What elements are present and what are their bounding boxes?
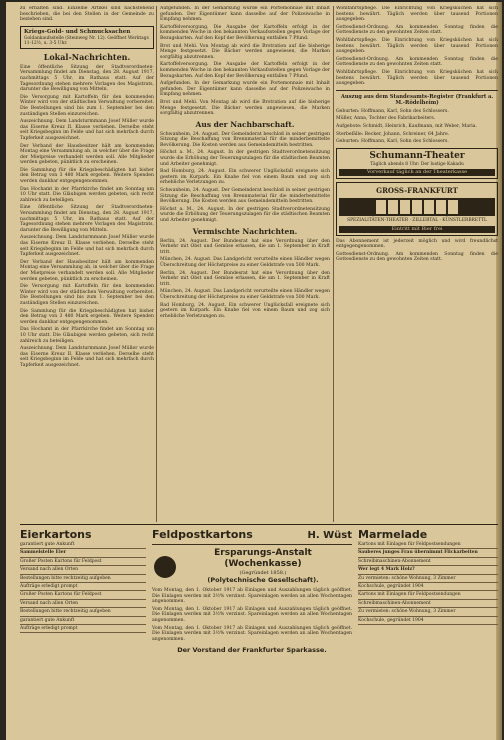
- paragraph: Aufgefunden. In der Gemarkung wurde ein Portemonnaie mit Inhalt gefunden. Der Eigentümer kann dasselbe auf der Polizeiwache in Empfang nehmen.: [160, 6, 330, 23]
- gold-ad: [20, 26, 154, 49]
- paragraph: Gottesdienst-Ordnung. Am kommenden Sonntag finden die Gottesdienste zu den gewohnten Zeiten statt.: [336, 24, 498, 36]
- ad-line: Kochschule, gegründet 1904: [358, 617, 498, 625]
- section-rule: [20, 524, 498, 525]
- ad-line: garantiert gute Ankunft: [20, 541, 146, 549]
- gross-frankfurt-ad: [336, 182, 498, 235]
- bank-founded: (Gegründet 1858.): [239, 570, 287, 576]
- note-text: Das Abonnement ist jederzeit möglich und wird freundlichst entgegengenommen.: [336, 238, 498, 250]
- paragraph: Die Versorgung mit Kartoffeln für den kommenden Winter wird von der städtischen Verwaltung vorbereitet. Die Bestellungen sind bis zum 1. September bei den zuständigen Stellen einzureichen.: [20, 94, 154, 117]
- bank-footer: Der Vorstand der Frankfurter Sparkasse.: [177, 646, 327, 655]
- paragraph: Höchst a. M., 24. August. In der gestrigen Stadtverordnetensitzung wurde die Erhöhung der Teuerungszulagen für die städtischen Beamten und Arbeiter genehmigt.: [160, 150, 330, 167]
- ad-line: Großer Posten Kartons für Feldpost: [20, 591, 146, 599]
- paragraph: Schwanheim, 24. August. Der Gemeinderat beschloß in seiner gestrigen Sitzung die Beschaffung von Brennmaterial für die minderbemittelte Bevölkerung. Die Kosten werden aus Gemeindemitteln bestritten.: [160, 131, 330, 148]
- paragraph: Die Versorgung mit Kartoffeln für den kommenden Winter wird von der städtischen Verwaltung vorbereitet. Die Bestellungen sind bis zum 1. September bei den zuständigen Stellen einzureichen.: [20, 284, 154, 306]
- paragraph: Brot und Mehl. Von Montag ab wird die Brotration auf die bisherige Menge festgesetzt. Die Bäcker werden angewiesen, die Marken sorgfältig abzutrennen.: [160, 43, 330, 60]
- marmelade-title: Marmelade: [358, 528, 428, 541]
- theater-title: Schumann-Theater: [369, 150, 465, 161]
- bank-title: Ersparungs-Anstalt (Wochenkasse): [214, 548, 312, 569]
- theater-bar: Vorverkauf täglich an der Theaterkasse: [339, 169, 495, 176]
- ad-line: Versand nach allen Orten: [20, 600, 146, 608]
- paragraph: Gottesdienst-Ordnung. Am kommenden Sonntag finden die Gottesdienste zu den gewohnten Zeiten statt.: [336, 56, 498, 68]
- note-text: Gottesdienst-Ordnung. Am kommenden Sonntag finden die Gottesdienste zu den gewohnten Zeiten statt.: [336, 251, 498, 263]
- paragraph: Kartoffelversorgung. Die Ausgabe der Kartoffeln erfolgt in der kommenden Woche in den bekannten Verkaufsstellen gegen Vorlage der Bezugskarten. Auf den Kopf der Bevölkerung entfallen 7 Pfund.: [160, 24, 330, 41]
- theater-bar: Eintritt mit Bier frei: [339, 226, 495, 233]
- eierkartons-title: Eierkartons: [20, 528, 92, 541]
- ad-line: Bestellungen bitte rechtzeitig aufgeben: [20, 608, 146, 616]
- decorative-band: [339, 198, 495, 216]
- paragraph: Die Sammlung für die Kriegsbeschädigten hat bisher den Betrag von 3 480 Mark ergeben. Weitere Spenden werden dankbar entgegengenommen.: [20, 308, 154, 325]
- paragraph: Wohlfahrtspflege. Die Einrichtung von Kriegsküchen hat sich bestens bewährt. Täglich werden über tausend Portionen ausgegeben.: [336, 6, 498, 23]
- paragraph: Auszeichnung. Dem Landsturmmann Josef Müller wurde das Eiserne Kreuz II. Klasse verliehen. Derselbe steht seit Kriegsbeginn im Felde und hat sich mehrfach durch Tapferkeit ausgezeichnet.: [20, 346, 154, 368]
- register-line: Müller, Anna, Tochter des Fabrikarbeiters.: [336, 116, 436, 122]
- paragraph: Kartoffelversorgung. Die Ausgabe der Kartoffeln erfolgt in der kommenden Woche in den bekannten Verkaufsstellen gegen Vorlage der Bezugskarten. Auf den Kopf der Bevölkerung entfallen 7 Pfund.: [160, 62, 330, 79]
- theater-sub: Täglich abends 8 Uhr: Der lustige Kakadu: [370, 161, 464, 167]
- divider: [152, 544, 352, 545]
- seal-icon: [154, 556, 176, 578]
- paragraph: Bad Homburg, 24. August. Ein schwerer Unglücksfall ereignete sich gestern im Kurpark. Ein Knabe fiel von einem Baum und zog sich erhebliche Verletzungen zu.: [160, 169, 330, 186]
- bottom-right-ads: [358, 528, 498, 736]
- register-title: Auszug aus dem Standesamts-Register (Frankfurt a. M.-Rödelheim): [340, 93, 494, 106]
- section-title: Lokal-Nachrichten.: [43, 51, 131, 62]
- register-line: Sterbefälle: Becker, Johann, Schreiner, 64 Jahre.: [336, 131, 450, 137]
- paragraph: Die Sammlung für die Kriegsbeschädigten hat bisher den Betrag von 3 480 Mark ergeben. Weitere Spenden werden dankbar entgegengenommen.: [20, 167, 154, 185]
- bottom-middle-ads: [152, 528, 352, 736]
- paragraph: Das Hochamt in der Pfarrkirche findet am Sonntag um 10 Uhr statt. Die Gläubigen werden gebeten, sich recht zahlreich zu beteiligen.: [20, 186, 154, 203]
- column-1: [20, 6, 154, 526]
- intro-text: zu erhalten sind. Einzelne Artikel sind nachstehend beschrieben, die bei den Stellen in der Gemeinde zu beziehen sind.: [20, 6, 154, 23]
- ad-line: Kartons mit Einlagen für Feldpostsendungen: [358, 541, 498, 549]
- bank-body: Vom Montag, den 1. Oktober 1917 ab Einlagen und Auszahlungen täglich geöffnet. Die Einlagen werden mit 3½% verzinst. Spareinlagen werden an allen Wochentagen angenommen.: [152, 606, 352, 623]
- register-line: Aufgebote: Schmidt, Heinrich, Kaufmann, mit Weber, Maria.: [336, 123, 477, 129]
- ad-line: Sammelstelle Eier: [20, 549, 146, 557]
- paragraph: Der Verband der Hausbesitzer hält am kommenden Montag eine Versammlung ab, in welcher über die Frage der Mietpreise verhandelt werden soll. Alle Mitglieder werden gebeten, pünktlich zu erscheinen.: [20, 259, 154, 282]
- bank-body: Vom Montag, den 1. Oktober 1917 ab Einlagen und Auszahlungen täglich geöffnet. Die Einlagen werden mit 3½% verzinst. Spareinlagen werden an allen Wochentagen angenommen.: [152, 625, 352, 642]
- theater-sub: SPEZIALITÄTEN-THEATER · ZILLERTAL · KÜNSTLERBRETTL: [347, 218, 487, 224]
- paragraph: Brot und Mehl. Von Montag ab wird die Brotration auf die bisherige Menge festgesetzt. Die Bäcker werden angewiesen, die Marken sorgfältig abzutrennen.: [160, 99, 330, 117]
- paragraph: München, 24. August. Das Landgericht verurteilte einen Händler wegen Überschreitung der Höchstpreise zu einer Geldstrafe von 500 Mark.: [160, 289, 330, 300]
- paragraph: Auszeichnung. Dem Landsturmmann Josef Müller wurde das Eiserne Kreuz II. Klasse verliehen. Derselbe steht seit Kriegsbeginn im Felde und hat sich mehrfach durch Tapferkeit ausgezeichnet.: [20, 119, 154, 141]
- column-2: [160, 6, 330, 526]
- ad-line: Großer Posten Kartons für Feldpost: [20, 558, 146, 566]
- column-3: [336, 6, 498, 526]
- ad-line: Zu vermieten: schöne Wohnung, 3 Zimmer: [358, 575, 498, 583]
- ad-line: Wer legt 4 Mark Holz?: [358, 566, 498, 574]
- paragraph: Aufgefunden. In der Gemarkung wurde ein Portemonnaie mit Inhalt gefunden. Der Eigentümer kann dasselbe auf der Polizeiwache in Empfang nehmen.: [160, 81, 330, 98]
- ad-line: garantiert gute Ankunft: [20, 617, 146, 625]
- paragraph: Berlin, 24. August. Der Bundesrat hat eine Verordnung über den Verkehr mit Obst und Gemüse erlassen, die am 1. September in Kraft tritt.: [160, 270, 330, 287]
- ad-line: Schreibmaschinen-Abonnement: [358, 558, 498, 566]
- paragraph: Das Hochamt in der Pfarrkirche findet am Sonntag um 10 Uhr statt. Die Gläubigen werden gebeten, sich recht zahlreich zu beteiligen.: [20, 327, 154, 344]
- paragraph: Bad Homburg, 24. August. Ein schwerer Unglücksfall ereignete sich gestern im Kurpark. Ein Knabe fiel von einem Baum und zog sich erhebliche Verletzungen zu.: [160, 302, 330, 319]
- ad-line: Kochschule, gegründet 1904: [358, 583, 498, 591]
- ad-line: Bestellungen bitte rechtzeitig aufgeben: [20, 575, 146, 583]
- paragraph: Eine öffentliche Sitzung der Stadtverordneten-Versammlung findet am Dienstag, den 28. August 1917, nachmittags 5 Uhr, im Rathaus statt. Auf der Tagesordnung stehen mehrere Vorlagen des Magistrats, darunter die Bewilligung von Mitteln.: [20, 205, 154, 233]
- ad-line: Aufträge erledigt prompt: [20, 583, 146, 591]
- register-line: Geburten: Hoffmann, Karl, Sohn des Schlossers.: [336, 108, 449, 114]
- paragraph: Berlin, 24. August. Der Bundesrat hat eine Verordnung über den Verkehr mit Obst und Gemüse erlassen, die am 1. September in Kraft tritt.: [160, 238, 330, 255]
- schumann-theater-ad: [336, 148, 498, 179]
- paragraph: Schwanheim, 24. August. Der Gemeinderat beschloß in seiner gestrigen Sitzung die Beschaffung von Brennmaterial für die minderbemittelte Bevölkerung. Die Kosten werden aus Gemeindemitteln bestritten.: [160, 188, 330, 205]
- ad-line: Sauberes junges Frau übernimmt Flickarbeiten: [358, 549, 498, 557]
- paragraph: München, 24. August. Das Landgericht verurteilte einen Händler wegen Überschreitung der Höchstpreise zu einer Geldstrafe von 500 Mark.: [160, 257, 330, 268]
- bottom-left-ads: [20, 528, 146, 736]
- paragraph: Wohlfahrtspflege. Die Einrichtung von Kriegsküchen hat sich bestens bewährt. Täglich werden über tausend Portionen ausgegeben.: [336, 69, 498, 87]
- ad-line: Schreibmaschinen-Abonnement: [358, 600, 498, 608]
- newspaper-page: [6, 2, 502, 740]
- column-rule: [156, 6, 157, 522]
- paragraph: Wohlfahrtspflege. Die Einrichtung von Kriegsküchen hat sich bestens bewährt. Täglich werden über tausend Portionen ausgegeben.: [336, 37, 498, 55]
- section-title: Vermischte Nachrichten.: [192, 226, 298, 236]
- ad-line: Versand nach allen Orten: [20, 566, 146, 574]
- paragraph: Höchst a. M., 24. August. In der gestrigen Stadtverordnetensitzung wurde die Erhöhung der Teuerungszulagen für die städtischen Beamten und Arbeiter genehmigt.: [160, 206, 330, 223]
- divider: [336, 90, 498, 91]
- feldpostkartons-title: Feldpostkartons: [152, 528, 253, 541]
- gold-ad-sub: Goldankaufsstelle (Steinweg Nr. 12). Geöffnet Werktags 11-12½, u. 3-5 Uhr.: [24, 35, 149, 46]
- gold-ad-title: Kriegs-Gold- und Schmucksachen: [24, 28, 131, 35]
- ad-line: Kartons mit Einlagen für Feldpostsendungen: [358, 591, 498, 599]
- bank-kind: (Polytechnische Gesellschaft).: [207, 576, 319, 584]
- ad-line: Aufträge erledigt prompt: [20, 625, 146, 633]
- paragraph: Eine öffentliche Sitzung der Stadtverordneten-Versammlung findet am Dienstag, den 28. August 1917, nachmittags 5 Uhr, im Rathaus statt. Auf der Tagesordnung stehen mehrere Vorlagen des Magistrats, darunter die Bewilligung von Mitteln.: [20, 64, 154, 93]
- register-line: Geburten: Hoffmann, Karl, Sohn des Schlossers.: [336, 139, 449, 145]
- ad-line: Zu vermieten: schöne Wohnung, 3 Zimmer: [358, 608, 498, 616]
- theater-title: GROSS-FRANKFURT: [376, 186, 458, 196]
- paragraph: Der Verband der Hausbesitzer hält am kommenden Montag eine Versammlung ab, in welcher über die Frage der Mietpreise verhandelt werden soll. Alle Mitglieder werden gebeten, pünktlich zu erscheinen.: [20, 143, 154, 166]
- wuest-name: H. Wüst: [307, 530, 352, 541]
- column-rule: [333, 6, 334, 522]
- paragraph: Auszeichnung. Dem Landsturmmann Josef Müller wurde das Eiserne Kreuz II. Klasse verliehen. Derselbe steht seit Kriegsbeginn im Felde und hat sich mehrfach durch Tapferkeit ausgezeichnet.: [20, 235, 154, 258]
- section-title: Aus der Nachbarschaft.: [195, 119, 295, 129]
- bank-body: Vom Montag, den 1. Oktober 1917 ab Einlagen und Auszahlungen täglich geöffnet. Die Einlagen werden mit 3½% verzinst. Spareinlagen werden an allen Wochentagen angenommen.: [152, 588, 352, 605]
